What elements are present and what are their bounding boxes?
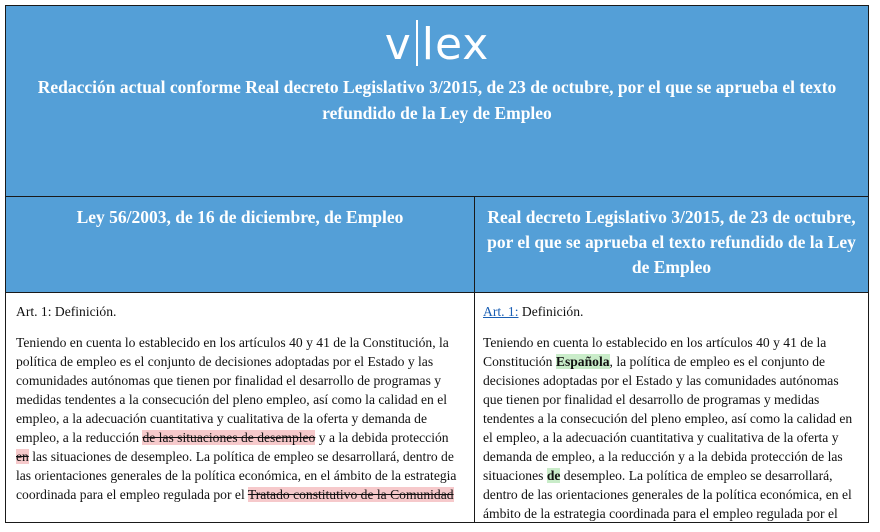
right-article-text [483,333,858,523]
left-column-title: Ley 56/2003, de 16 de diciembre, de Empleo [6,197,474,293]
logo-text-left: v [384,19,412,70]
left-article-cell [6,294,474,504]
logo-text-right: lex [421,19,490,70]
text-segment: las situaciones de desempleo. La política de empleo se desarrollará, dentro de las orientaciones generales de la política económica, en el ámbito de la estrategia coordinada para el empleo regulada por el [16,449,457,502]
deleted-text: Tratado constitutivo de la Comunidad [247,487,454,502]
text-segment: Teniendo en cuenta lo establecido en los artículos 40 y 41 de la Constitución [483,335,827,369]
left-article-text [16,333,464,504]
right-column-title: Real decreto Legislativo 3/2015, de 23 de octubre, por el que se aprueba el texto refundido de la Ley de Empleo [475,197,868,293]
text-segment: desempleo. La política de empleo se desarrollará, dentro de las orientaciones generales de la política económica, en el ámbito de la estrategia coordinada para el empleo regulada por el [483,468,852,521]
article-link[interactable]: Art. 1: [483,304,519,319]
text-segment: , la política de empleo es el conjunto de decisiones adoptadas por el Estado y las comunidades autónomas que tienen por finalidad el desarrollo de programas y medidas tendentes a la consecución del pleno empleo, así como la calidad en el empleo, a la adecuación cuantitativa y cualitativa de la oferta y demanda de empleo, a la reducción y a la debida protección de las situaciones [483,354,853,483]
inserted-text: de [546,468,561,483]
article-title: Definición. [518,304,584,319]
header-banner [6,6,868,197]
comparison-document [5,5,869,523]
left-article-label: Art. 1: Definición. [16,304,117,319]
deleted-text: en [16,449,29,464]
right-article-cell [475,294,868,523]
logo-bar [416,20,418,66]
document-title: Redacción actual conforme Real decreto Legislativo 3/2015, de 23 de octubre, por el que se aprueba el texto refundido de la Ley de Empleo [37,77,837,123]
vlex-logo[interactable] [6,20,868,70]
inserted-text: Española [555,354,610,369]
text-segment: Teniendo en cuenta lo establecido en los artículos 40 y 41 de la Constitución, la política de empleo es el conjunto de decisiones adoptadas por el Estado y las comunidades autónomas que tienen por finalidad el desarrollo de programas y medidas tendentes a la consecución del pleno empleo, así como la calidad en el empleo, a la adecuación cuantitativa y cualitativa de la oferta y demanda de empleo, a la reducción [16,335,449,445]
deleted-text: de las situaciones de desempleo [142,430,316,445]
right-article-label [483,302,858,321]
text-segment: y a la debida protección [315,430,449,445]
